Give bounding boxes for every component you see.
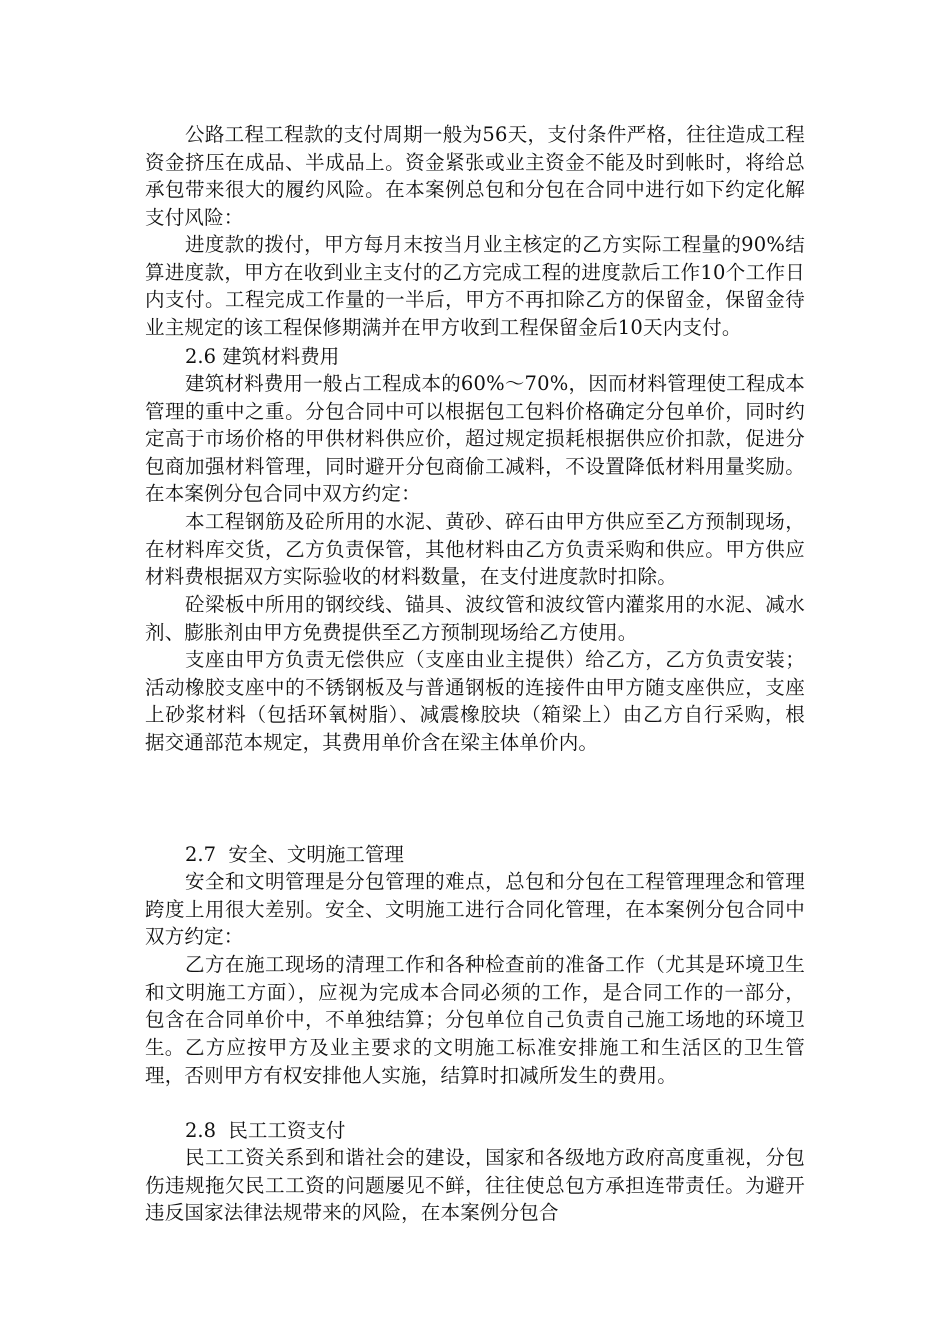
paragraph-material-supply: 本工程钢筋及砼所用的水泥、黄砂、碎石由甲方供应至乙方预制现场，在材料库交货，乙方负责保管，其他材料由乙方负责采购和供应。甲方供应材料费根据双方实际验收的材料数量，在支付进度款时扣除。 xyxy=(145,510,805,588)
paragraph-bearing-supply: 支座由甲方负责无偿供应（支座由业主提供）给乙方，乙方负责安装；活动橡胶支座中的不锈钢板及与普通钢板的连接件由甲方随支座供应，支座上砂浆材料（包括环氧树脂）、减震橡胶块（箱梁上）由乙方自行采购，根据交通部范本规定，其费用单价含在梁主体单价内。 xyxy=(145,648,805,754)
paragraph-steel-strand: 砼梁板中所用的钢绞线、锚具、波纹管和波纹管内灌浆用的水泥、减水剂、膨胀剂由甲方免费提供至乙方预制现场给乙方使用。 xyxy=(145,593,805,644)
paragraph-material-cost: 建筑材料费用一般占工程成本的60%～70%，因而材料管理使工程成本管理的重中之重。分包合同中可以根据包工包料价格确定分包单价，同时约定高于市场价格的甲供材料供应价，超过规定损耗根据供应价扣款，促进分包商加强材料管理，同时避开分包商偷工减料，不设置降低材料用量奖励。在本案例分包合同中双方约定： xyxy=(145,372,805,505)
section-heading-2-8: 2.8 民工工资支付 xyxy=(185,1119,346,1142)
paragraph-progress-payment: 进度款的拨付，甲方每月末按当月业主核定的乙方实际工程量的90%结算进度款，甲方在收到业主支付的乙方完成工程的进度款后工作10个工作日内支付。工程完成工作量的一半后，甲方不再扣除乙方的保留金，保留金待业主规定的该工程保修期满并在甲方收到工程保留金后10天内支付。 xyxy=(145,233,805,339)
paragraph-migrant-wages: 民工工资关系到和谐社会的建设，国家和各级地方政府高度重视，分包伤违规拖欠民工工资的问题屡见不鲜，往往使总包方承担连带责任。为避开违反国家法律法规带来的风险，在本案例分包合 xyxy=(145,1146,805,1224)
section-heading-2-6: 2.6 建筑材料费用 xyxy=(185,345,340,368)
paragraph-payment-cycle: 公路工程工程款的支付周期一般为56天，支付条件严格，往往造成工程资金挤压在成品、半成品上。资金紧张或业主资金不能及时到帐时，将给总承包带来很大的履约风险。在本案例总包和分包在合同中进行如下约定化解支付风险： xyxy=(145,123,805,229)
paragraph-safety-management: 安全和文明管理是分包管理的难点，总包和分包在工程管理理念和管理跨度上用很大差别。安全、文明施工进行合同化管理，在本案例分包合同中双方约定： xyxy=(145,870,805,948)
paragraph-civilized-construction: 乙方应按甲方及业主要求的文明施工标准安排施工和生活区的卫生管理，否则甲方有权安排他人实施，结算时扣减所发生的费用。 xyxy=(145,1036,805,1087)
paragraph-site-cleaning: 乙方在施工现场的清理工作和各种检查前的准备工作（尤其是环境卫生和文明施工方面），应视为完成本合同必须的工作，是合同工作的一部分，包含在合同单价中，不单独结算；分包单位自己负责自己施工场地的环境卫生。 xyxy=(145,953,805,1059)
section-heading-2-7: 2.7 安全、文明施工管理 xyxy=(185,843,404,866)
